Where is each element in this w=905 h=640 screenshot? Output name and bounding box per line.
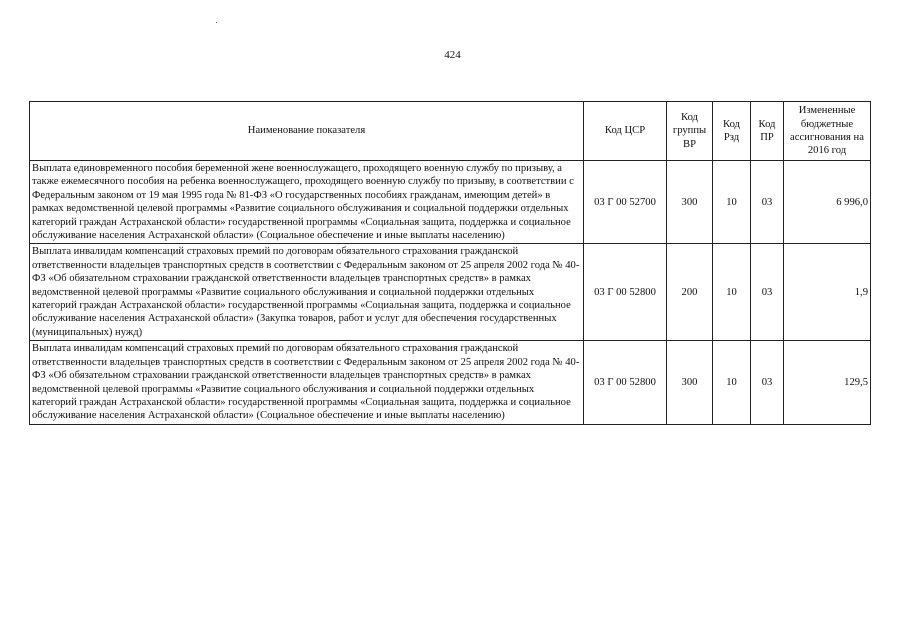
table-row	[30, 244, 871, 341]
row-amount: 6 996,0	[784, 161, 871, 244]
row-rzd: 10	[713, 244, 751, 341]
row-vr: 300	[667, 161, 713, 244]
header-name: Наименование показателя	[30, 102, 584, 161]
header-pr: Код ПР	[751, 102, 784, 161]
row-amount: 1,9	[784, 244, 871, 341]
scan-speck	[216, 22, 217, 23]
row-rzd: 10	[713, 161, 751, 244]
row-name: Выплата инвалидам компенсаций страховых премий по договорам обязательного страхования гражданской ответственности владельцев транспортных средств в соответствии с Федеральным законом от 25 апреля 2002 года № 40-ФЗ «Об обязательном страховании гражданской ответственности владельцев транспортных средств» в рамках ведомственной целевой программы «Развитие социального обслуживания и социальной поддержки отдельных категорий граждан Астраханской области» государственной программы «Социальная защита, поддержка и социальное обслуживание населения Астраханской области» (Социальное обеспечение и иные выплаты населению)	[30, 341, 584, 424]
row-csr: 03 Г 00 52800	[584, 341, 667, 424]
header-vr: Код группы ВР	[667, 102, 713, 161]
row-rzd: 10	[713, 341, 751, 424]
row-amount: 129,5	[784, 341, 871, 424]
table-row	[30, 341, 871, 424]
header-rzd: Код Рзд	[713, 102, 751, 161]
row-vr: 300	[667, 341, 713, 424]
page-number: 424	[444, 49, 461, 61]
row-vr: 200	[667, 244, 713, 341]
row-pr: 03	[751, 244, 784, 341]
table-row	[30, 161, 871, 244]
header-amount: Измененные бюджетные ассигнования на 2016 год	[784, 102, 871, 161]
row-csr: 03 Г 00 52800	[584, 244, 667, 341]
row-pr: 03	[751, 341, 784, 424]
table-header-row	[30, 102, 871, 161]
header-csr: Код ЦСР	[584, 102, 667, 161]
row-pr: 03	[751, 161, 784, 244]
budget-table	[29, 101, 871, 425]
row-name: Выплата инвалидам компенсаций страховых премий по договорам обязательного страхования гражданской ответственности владельцев транспортных средств в соответствии с Федеральным законом от 25 апреля 2002 года № 40-ФЗ «Об обязательном страховании гражданской ответственности владельцев транспортных средств» в рамках ведомственной целевой программы «Развитие социального обслуживания и социальной поддержки отдельных категорий граждан Астраханской области» государственной программы «Социальная защита, поддержка и социальное обслуживание населения Астраханской области» (Закупка товаров, работ и услуг для обеспечения государственных (муниципальных) нужд)	[30, 244, 584, 341]
row-csr: 03 Г 00 52700	[584, 161, 667, 244]
row-name: Выплата единовременного пособия беременной жене военнослужащего, проходящего военную службу по призыву, а также ежемесячного пособия на ребенка военнослужащего, проходящего военную службу по призыву, в соответствии с Федеральным законом от 19 мая 1995 года № 81-ФЗ «О государственных пособиях гражданам, имеющим детей» в рамках ведомственной целевой программы «Развитие социального обслуживания и социальной поддержки отдельных категорий граждан Астраханской области» государственной программы «Социальная защита, поддержка и социальное обслуживание населения Астраханской области» (Социальное обеспечение и иные выплаты населению)	[30, 161, 584, 244]
